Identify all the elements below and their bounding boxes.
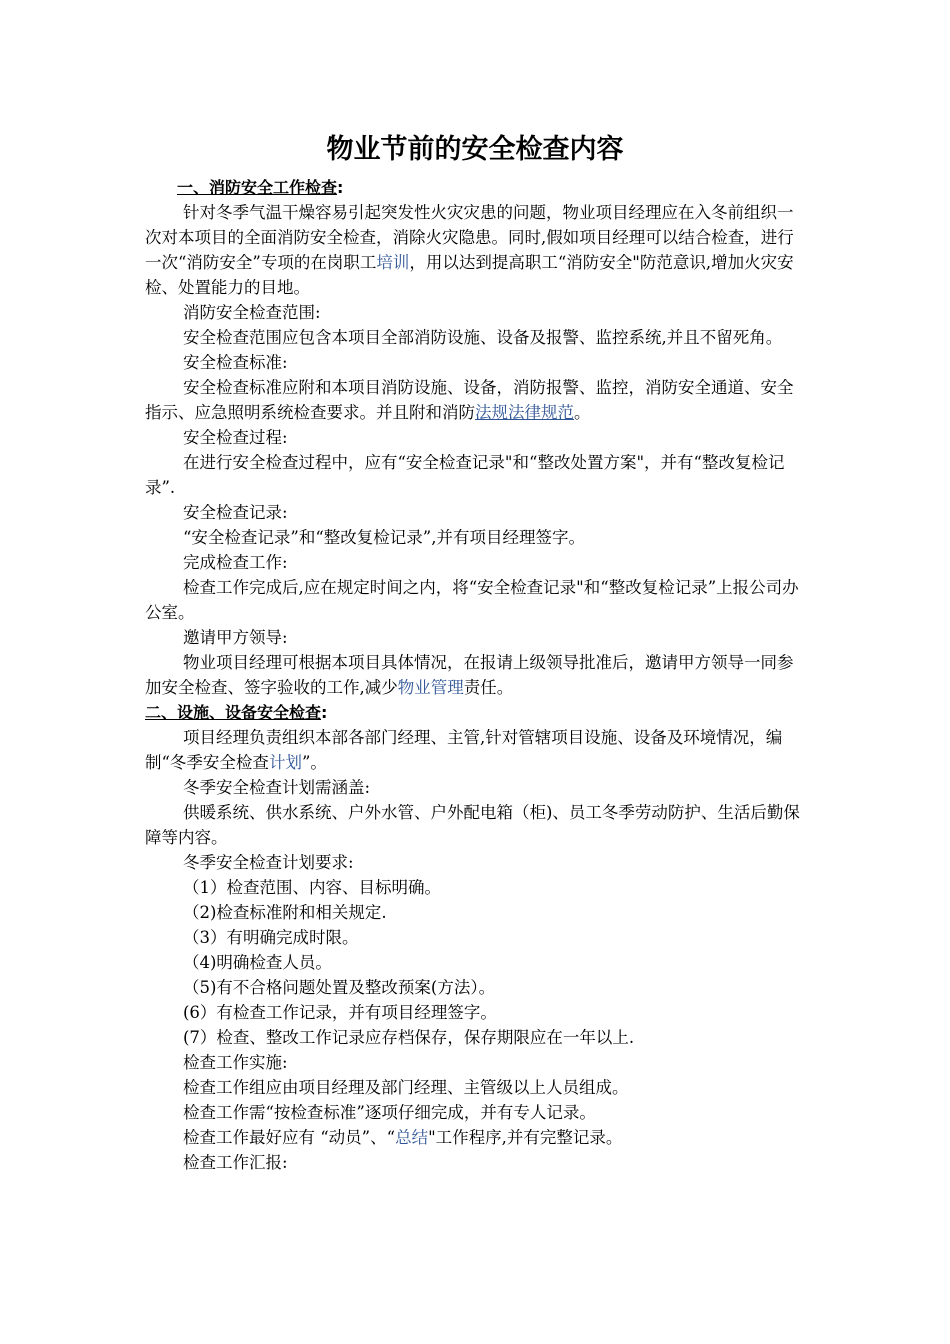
scope-label: 消防安全检查范围: (183, 303, 321, 322)
section-1-heading (145, 175, 807, 200)
requirement-item-5: （5)有不合格问题处置及整改预案(方法）。 (183, 978, 496, 997)
finish-text: 检查工作完成后,应在规定时间之内，将“安全检查记录"和“整改复检记录”上报公司办公室。 (145, 578, 799, 622)
requirement-item-1: （1）检查范围、内容、目标明确。 (183, 878, 441, 897)
requirement-item-2: （2)检查标准附和相关规定. (183, 903, 387, 922)
document-body (145, 175, 807, 1175)
scope-text: 安全检查范围应包含本项目全部消防设施、设备及报警、监控系统,并且不留死角。 (183, 328, 783, 347)
invite-text-end: 责任。 (463, 678, 514, 697)
process-text: 在进行安全检查过程中，应有“安全检查记录"和“整改处置方案"，并有“整改复检记录”. (145, 453, 785, 497)
requirement-item-4: （4)明确检查人员。 (183, 953, 332, 972)
record-label: 安全检查记录: (183, 503, 288, 522)
implementation-label: 检查工作实施: (183, 1053, 288, 1072)
implementation-item-2: 检查工作需“按检查标准”逐项仔细完成，并有专人记录。 (183, 1103, 596, 1122)
requirement-item-6: (6）有检查工作记录，并有项目经理签字。 (183, 1003, 497, 1022)
implementation-item-1: 检查工作组应由项目经理及部门经理、主管级以上人员组成。 (183, 1078, 629, 1097)
s2-intro-text: 项目经理负责组织本部各部门经理、主管,针对管辖项目设施、设备及环境情况，编制“冬季安全检查 (145, 728, 783, 772)
summary-link[interactable]: 总结 (395, 1128, 429, 1147)
standard-label: 安全检查标准: (183, 353, 288, 372)
property-management-link[interactable]: 物业管理 (397, 678, 464, 697)
intro-text-end: ，用以达到提高职工“消防安全"防范意识,增加火灾安检、处置能力的目地。 (145, 253, 794, 297)
section-1-intro (145, 200, 807, 300)
cover-text: 供暖系统、供水系统、户外水管、户外配电箱（柜)、员工冬季劳动防护、生活后勤保障等内容。 (145, 803, 800, 847)
s2-intro-end: ”。 (301, 753, 327, 772)
section-2-heading-colon: : (321, 703, 328, 722)
finish-label: 完成检查工作: (183, 553, 288, 572)
report-label: 检查工作汇报: (183, 1153, 288, 1172)
invite-label: 邀请甲方领导: (183, 628, 288, 647)
requirements-label: 冬季安全检查计划要求: (183, 853, 354, 872)
impl-3-start: 检查工作最好应有 “动员”、“ (183, 1128, 396, 1147)
standard-text (145, 375, 807, 425)
requirement-item-7: (7）检查、整改工作记录应存档保存，保存期限应在一年以上. (183, 1028, 635, 1047)
requirement-item-3: （3）有明确完成时限。 (183, 928, 359, 947)
section-2-intro (145, 725, 807, 775)
plan-link[interactable]: 计划 (268, 753, 302, 772)
intro-text: 针对冬季气温干燥容易引起突发性火灾灾患的问题，物业项目经理应在入冬前组织一次对本项目的全面消防安全检查，消除火灾隐患。同时,假如项目经理可以结合检查，进行一次“消防安全”专项的在岗职工 (145, 203, 794, 272)
implementation-item-3 (145, 1125, 807, 1150)
section-1-heading-text: 一、消防安全工作检查 (177, 178, 338, 197)
section-2-heading (145, 700, 807, 725)
section-2-heading-text: 二、设施、设备安全检查 (145, 703, 322, 722)
cover-label: 冬季安全检查计划需涵盖: (183, 778, 371, 797)
section-1-heading-colon: : (337, 178, 344, 197)
impl-3-end: "工作程序,并有完整记录。 (428, 1128, 623, 1147)
invite-text-start: 物业项目经理可根据本项目具体情况，在报请上级领导批准后，邀请甲方领导一同参加安全检查、签字验收的工作,减少 (145, 653, 794, 697)
record-text: “安全检查记录”和“整改复检记录”,并有项目经理签字。 (183, 528, 585, 547)
standard-text-start: 安全检查标准应附和本项目消防设施、设备，消防报警、监控，消防安全通道、安全指示、应急照明系统检查要求。并且附和消防 (145, 378, 794, 422)
regulations-link[interactable]: 法规法律规范 (475, 403, 574, 422)
document-title: 物业节前的安全检查内容 (326, 134, 624, 165)
process-label: 安全检查过程: (183, 428, 288, 447)
standard-text-end: 。 (574, 403, 591, 422)
training-link[interactable]: 培训 (376, 253, 410, 272)
invite-text (145, 650, 807, 700)
